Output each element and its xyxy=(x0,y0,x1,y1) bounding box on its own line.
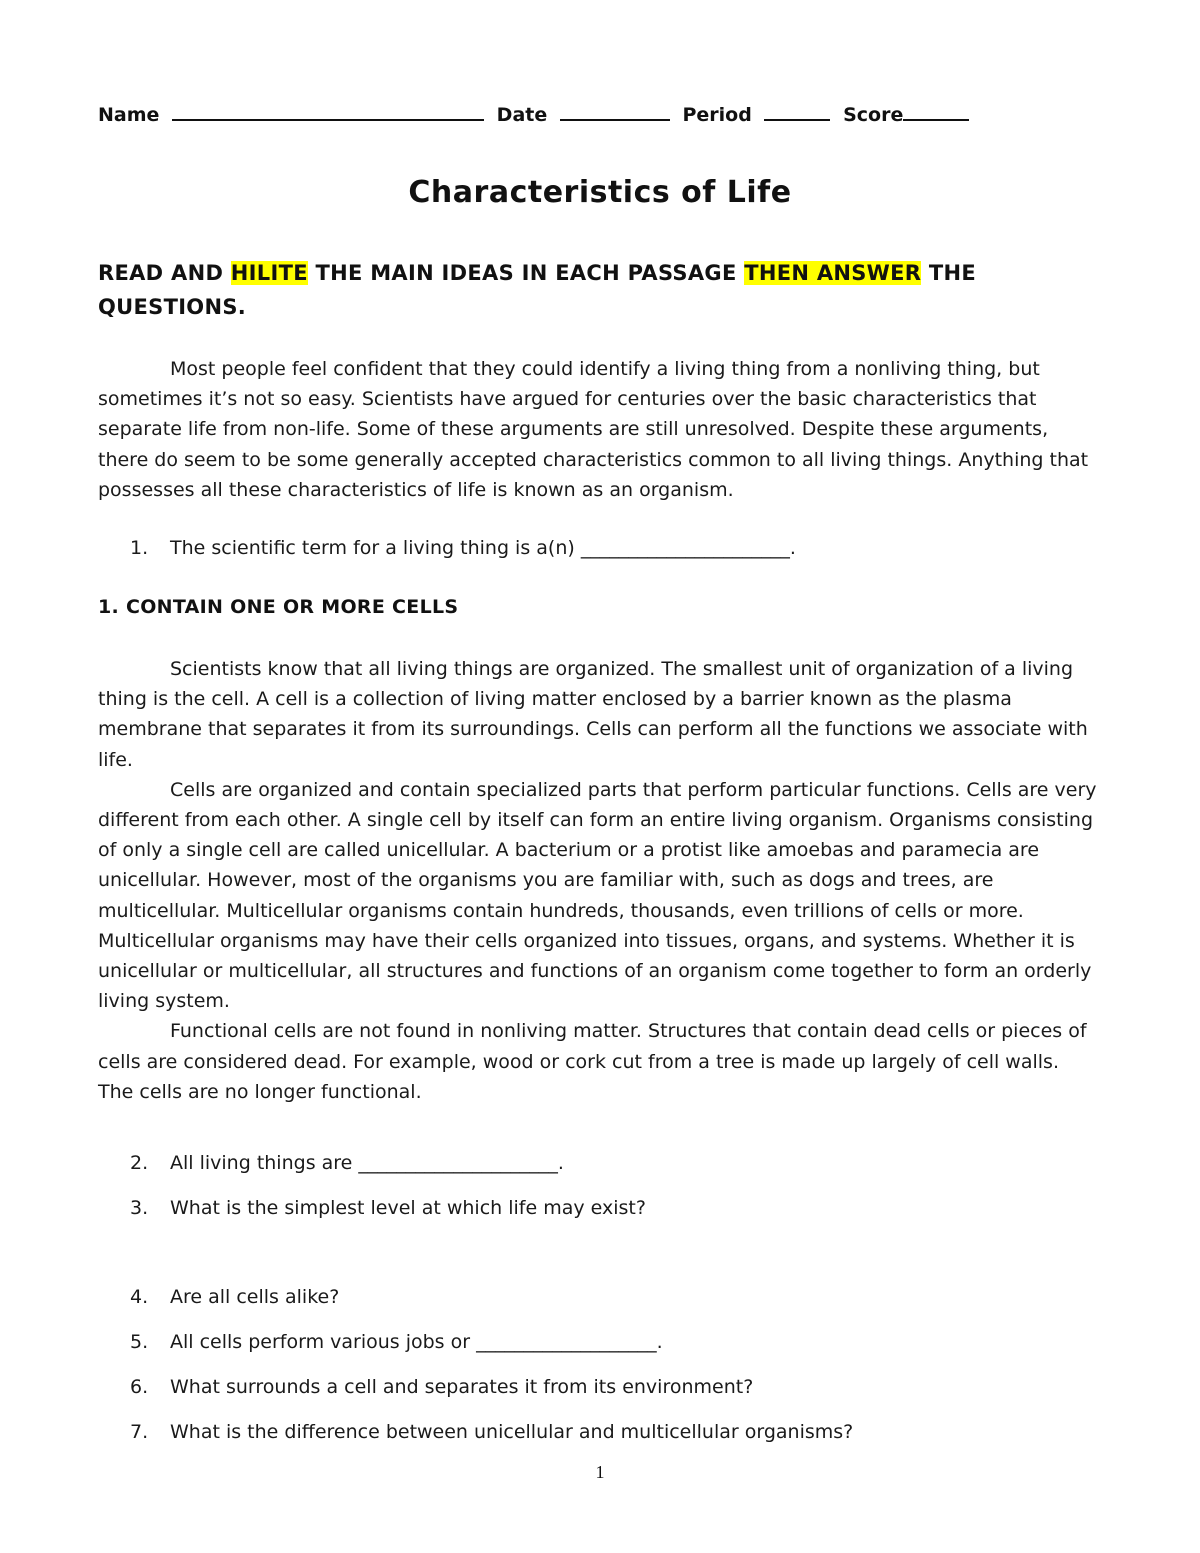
question-number: 3. xyxy=(130,1197,149,1219)
question-number: 5. xyxy=(130,1331,149,1353)
question-text: What is the simplest level at which life may exist? xyxy=(170,1197,646,1219)
instructions-hilite: HILITE xyxy=(230,261,308,285)
student-info-header xyxy=(98,101,1108,126)
question-text: What is the difference between unicellular and multicellular organisms? xyxy=(170,1421,854,1443)
question-7 xyxy=(130,1421,1090,1443)
question-2 xyxy=(130,1152,1090,1174)
name-label: Name xyxy=(98,104,160,126)
question-text: All living things are _____________________. xyxy=(170,1152,564,1174)
instructions-part2: THE MAIN IDEAS IN EACH PASSAGE xyxy=(307,261,745,285)
page-title: Characteristics of Life xyxy=(408,175,792,210)
instructions-then-answer: THEN ANSWER xyxy=(744,261,922,285)
date-label: Date xyxy=(496,104,548,126)
cells-paragraph-3: Functional cells are not found in nonliving matter. Structures that contain dead cells or pieces of cells are considered dead. For example, wood or cork cut from a tree is made up largely of cell walls. The cells are no longer functional. xyxy=(98,1020,1087,1103)
question-number: 1. xyxy=(130,537,149,559)
instructions-part1: READ AND xyxy=(98,261,231,285)
question-text: All cells perform various jobs or ___________________. xyxy=(170,1331,663,1353)
period-blank xyxy=(764,101,830,121)
date-blank xyxy=(560,101,670,121)
question-text: Are all cells alike? xyxy=(170,1286,340,1308)
question-number: 6. xyxy=(130,1376,149,1398)
question-4 xyxy=(130,1286,1090,1308)
name-blank xyxy=(172,101,484,121)
question-text: The scientific term for a living thing is a(n) ______________________. xyxy=(170,537,796,559)
question-number: 2. xyxy=(130,1152,149,1174)
question-5 xyxy=(130,1331,1090,1353)
intro-passage xyxy=(98,354,1098,505)
intro-paragraph: Most people feel confident that they could identify a living thing from a nonliving thing, but sometimes it’s not so easy. Scientists have argued for centuries over the basic characteristics that separate life from non-life. Some of these arguments are still unresolved. Despite these arguments, there do seem to be some generally accepted characteristics common to all living things. Anything that possesses all these characteristics of life is known as an organism. xyxy=(98,358,1089,501)
question-text: What surrounds a cell and separates it from its environment? xyxy=(170,1376,754,1398)
page-number: 1 xyxy=(595,1462,605,1482)
cells-paragraph-2: Cells are organized and contain specialized parts that perform particular functions. Cells are very different from each other. A single cell by itself can form an entire living organism. Organisms consisting of only a single cell are called unicellular. A bacterium or a protist like amoebas and paramecia are unicellular. However, most of the organisms you are familiar with, such as dogs and trees, are multicellular. Multicellular organisms contain hundreds, thousands, even trillions of cells or more. Multicellular organisms may have their cells organized into tissues, organs, and systems. Whether it is unicellular or multicellular, all structures and functions of an organism come together to form an orderly living system. xyxy=(98,778,1097,1013)
period-label: Period xyxy=(682,104,752,126)
instructions-part3: THE QUESTIONS. xyxy=(98,261,977,319)
score-label: Score xyxy=(843,104,904,126)
section-heading-cells: 1. CONTAIN ONE OR MORE CELLS xyxy=(98,596,459,618)
cells-passage xyxy=(98,654,1098,1107)
question-1 xyxy=(130,537,1090,559)
question-6 xyxy=(130,1376,1090,1398)
question-3 xyxy=(130,1197,1090,1219)
score-blank xyxy=(903,101,969,121)
question-number: 4. xyxy=(130,1286,149,1308)
instructions xyxy=(98,256,1088,324)
question-number: 7. xyxy=(130,1421,149,1443)
cells-paragraph-1: Scientists know that all living things are organized. The smallest unit of organization of a living thing is the cell. A cell is a collection of living matter enclosed by a barrier known as the plasma membrane that separates it from its surroundings. Cells can perform all the functions we associate with life. xyxy=(98,658,1088,771)
